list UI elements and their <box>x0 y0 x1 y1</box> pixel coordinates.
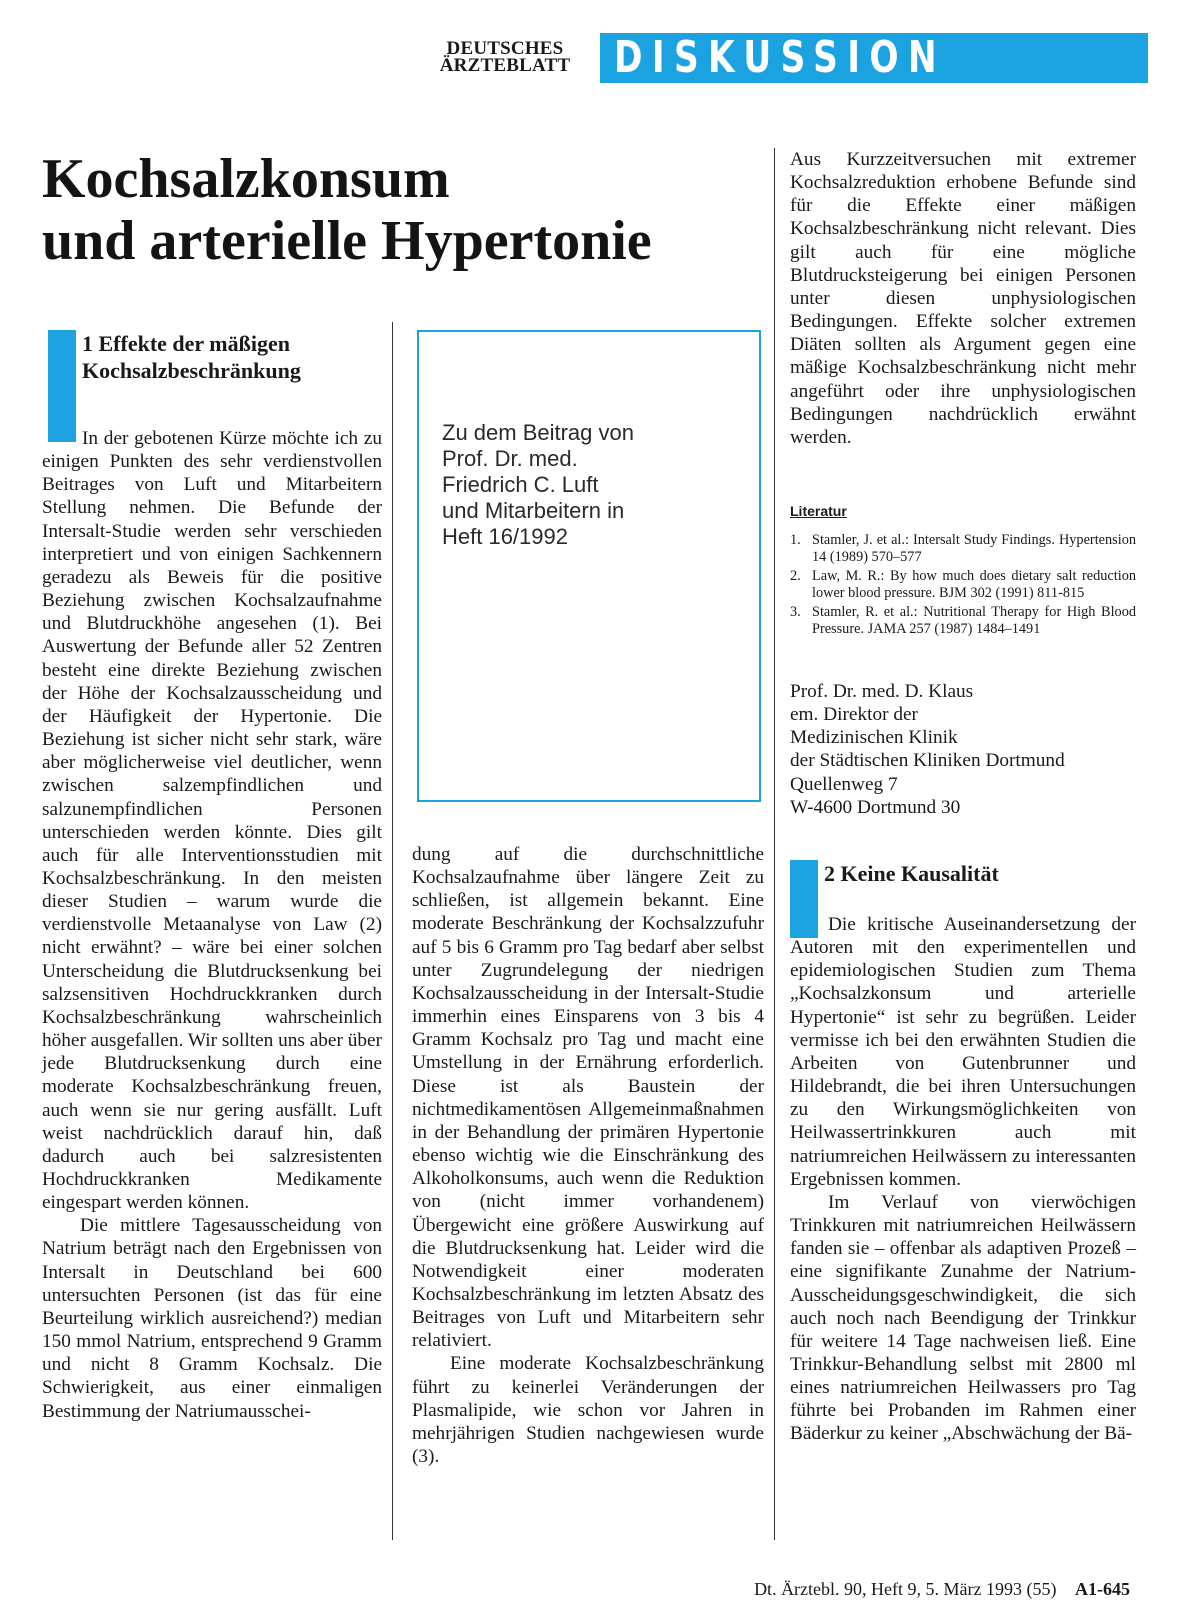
reference-line-4: und Mitarbeitern in <box>442 498 625 523</box>
reference-box-text <box>442 420 742 550</box>
author-line-3: Medizinischen Klinik <box>790 727 958 749</box>
reference-box <box>417 330 761 802</box>
literature-heading: Literatur <box>790 503 847 519</box>
title-line-2: und arterielle Hypertonie <box>42 210 652 272</box>
column-1 <box>42 427 382 1423</box>
section-1-heading <box>82 330 382 384</box>
section-label: DISKUSSION <box>614 32 946 83</box>
title-line-1: Kochsalzkonsum <box>42 148 450 210</box>
literature-list <box>790 532 1136 638</box>
page-footer <box>754 1578 1130 1600</box>
author-line-2: em. Direktor der <box>790 704 918 726</box>
author-line-6: W-4600 Dortmund 30 <box>790 796 961 818</box>
footer-page-number: A1-645 <box>1075 1579 1130 1599</box>
article-title <box>42 148 762 272</box>
journal-logo <box>420 40 590 74</box>
literature-item: 1. Stamler, J. et al.: Intersalt Study Findings. Hypertension 14 (1989) 570–577 <box>790 532 1136 565</box>
logo-line-1: DEUTSCHES <box>446 38 564 59</box>
section-1-marker <box>48 330 76 442</box>
col1-paragraph-1: In der gebotenen Kürze möchte ich zu einigen Punkten des sehr verdienstvollen Beitrages von Luft und Mitarbeitern Stellung nehmen. Die Befunde der Intersalt-Studie werden sehr verschieden interpretiert und von einigen Sachkennern geradezu als Beweis für die positive Beziehung zwischen Kochsalzaufnahme und Blutdruckhöhe angesehen (1). Bei Auswertung der Befunde aller 52 Zentren besteht eine direkte Beziehung zwischen der Höhe der Kochsalzausscheidung und der Häufigkeit der Hypertonie. Die Beziehung ist sicher nicht sehr stark, wäre aber möglicherweise viel deutlicher, wenn zwischen salzempfindlichen und salzunempfindlichen Personen unterschieden werden könnte. Dies gilt auch für alle Interventionsstudien mit Kochsalzbeschränkung. In den meisten dieser Studien – warum wurde die verdienstvolle Metaanalyse von Law (2) nicht erwähnt? – wäre bei einer solchen Unterscheidung die Blutdrucksenkung bei salzsensitiven Hochdruckkranken durch Kochsalzbeschränkung wahrscheinlich höher ausgefallen. Wir sollten uns aber über jede Blutdrucksenkung durch eine moderate Kochsalzbeschränkung freuen, auch wenn sie nur gering ausfällt. Luft weist nachdrücklich darauf hin, daß dadurch auch bei salzresistenten Hochdruckkranken Medikamente eingespart werden können. <box>42 428 382 1214</box>
column-3-top <box>790 148 1136 449</box>
author-line-1: Prof. Dr. med. D. Klaus <box>790 681 974 702</box>
author-line-4: der Städtischen Kliniken Dortmund <box>790 750 1065 772</box>
section-2-heading: 2 Keine Kausalität <box>824 861 999 886</box>
section-banner <box>600 33 1148 83</box>
reference-line-5: Heft 16/1992 <box>442 524 568 549</box>
col2-paragraph-2: Eine moderate Kochsalzbeschränkung führt zu keinerlei Veränderungen der Plasmalipide, wie schon vor Jahren in mehrjährigen Studien nachgewiesen wurde (3). <box>412 1353 764 1468</box>
reference-line-2: Prof. Dr. med. <box>442 446 578 471</box>
column-3-section-2 <box>790 913 1136 1446</box>
reference-line-1: Zu dem Beitrag von <box>442 420 634 445</box>
literature-item: 2. Law, M. R.: By how much does dietary salt reduction lower blood pressure. BJM 302 (1991) 811-815 <box>790 568 1136 601</box>
footer-citation: Dt. Ärztebl. 90, Heft 9, 5. März 1993 (55) <box>754 1579 1057 1599</box>
col2-paragraph-1: dung auf die durchschnittliche Kochsalzaufnahme über längere Zeit zu schließen, ist allgemein bekannt. Eine moderate Beschränkung der Kochsalzzufuhr auf 5 bis 6 Gramm pro Tag bedarf aber selbst unter Zugrundelegung der niedrigen Kochsalzausscheidung in der Intersalt-Studie immerhin eines Einsparens von 3 bis 4 Gramm Kochsalz pro Tag und macht eine Umstellung in der Ernährung erforderlich. Diese ist als Baustein der nichtmedikamentösen Allgemeinmaßnahmen in der Behandlung der primären Hypertonie ebenso wichtig wie die Einschränkung des Alkoholkonsums, auch wenn die Reduktion von (nicht immer vorhandenem) Übergewicht eine größere Auswirkung auf die Blutdrucksenkung hat. Leider wird die Notwendigkeit einer moderaten Kochsalzbeschränkung im letzten Absatz des Beitrages von Luft und Mitarbeitern sehr relativiert. <box>412 844 764 1352</box>
section-2-paragraph-1: Die kritische Auseinandersetzung der Autoren mit den experimentellen und epidemiologischen Studien zum Thema „Kochsalzkonsum und arterielle Hypertonie“ ist sehr zu begrüßen. Leider vermisse ich bei den erwähnten Studien die Arbeiten von Gutenbrunner und Hildebrandt, die bei ihren Untersuchungen zu den Wirkungsmöglichkeiten von Heilwassertrinkkuren auch mit natriumreichen Heilwässern zu interessanten Ergebnissen kommen. <box>790 914 1136 1190</box>
section-1-heading-line-1: 1 Effekte der mäßigen <box>82 331 290 356</box>
col1-paragraph-2: Die mittlere Tagesausscheidung von Natrium beträgt nach den Ergebnissen von Intersalt in Deutschland bei 600 untersuchten Personen (ist das für eine Beurteilung wirklich ausreichend?) median 150 mmol Natrium, entsprechend 9 Gramm und nicht 8 Gramm Kochsalz. Die Schwierigkeit, aus einer einmaligen Bestimmung der Natriumausschei- <box>42 1215 382 1422</box>
author-address <box>790 680 1136 819</box>
logo-line-2: ÄRZTEBLATT <box>439 55 571 76</box>
section-1-heading-line-2: Kochsalzbeschränkung <box>82 358 301 383</box>
reference-line-3: Friedrich C. Luft <box>442 472 599 497</box>
column-rule-1 <box>392 322 393 1540</box>
col3-paragraph-1: Aus Kurzzeitversuchen mit extremer Kochsalzreduktion erhobene Befunde sind für die Effekte einer mäßigen Kochsalzbeschränkung nicht relevant. Dies gilt auch für eine mögliche Blutdrucksteigerung bei einigen Personen unter diesen unphysiologischen Bedingungen. Effekte solcher extremen Diäten sollten als Argument gegen eine mäßige Kochsalzbeschränkung nicht mehr angeführt oder ihre unphysiologischen Bedingungen nachdrücklich erwähnt werden. <box>790 149 1136 448</box>
column-2 <box>412 843 764 1468</box>
author-line-5: Quellenweg 7 <box>790 773 898 795</box>
literature-item: 3. Stamler, R. et al.: Nutritional Therapy for High Blood Pressure. JAMA 257 (1987) 1484–1491 <box>790 604 1136 637</box>
literature <box>790 502 1136 640</box>
section-2-paragraph-2: Im Verlauf von vierwöchigen Trinkkuren mit natriumreichen Heilwässern fanden sie – offenbar als adaptiven Prozeß – eine signifikante Zunahme der Natrium-Ausscheidungsgeschwindigkeit, die sich auch noch nach Beendigung der Trinkkur für weitere 14 Tage nachweisen ließ. Eine Trinkkur-Behandlung selbst mit 2800 ml eines natriumreichen Heilwassers pro Tag führte bei Probanden im Rahmen einer Bäderkur zu keiner „Abschwächung der Bä- <box>790 1191 1136 1445</box>
column-rule-2 <box>774 148 775 1540</box>
